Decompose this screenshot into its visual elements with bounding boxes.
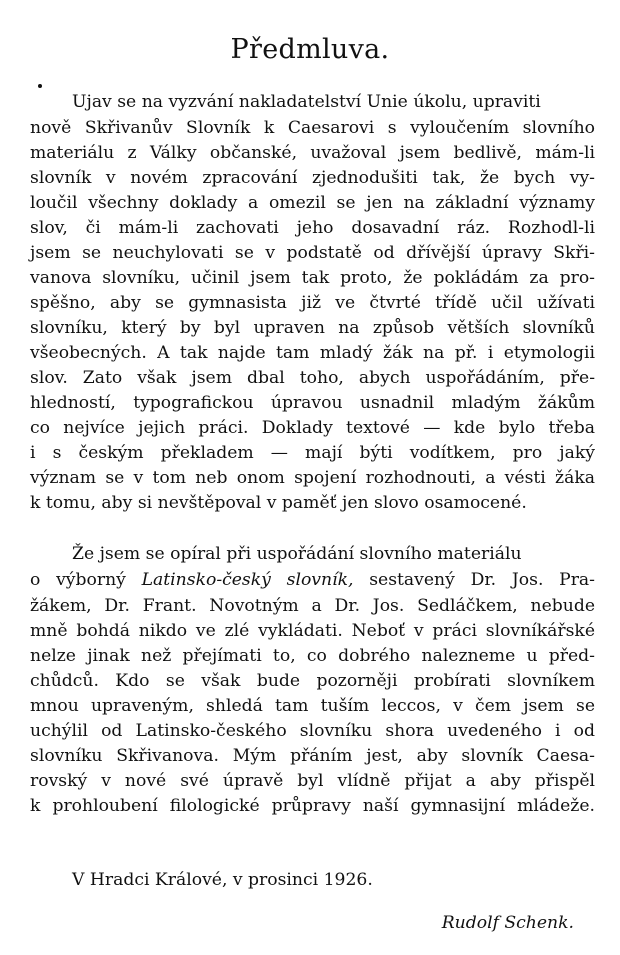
paragraph-line: rovský v nové své úpravě byl vlídně přijat a aby přispěl [30, 771, 595, 791]
paragraph-line: Že jsem se opíral při uspořádání slovního materiálu [72, 544, 522, 564]
paragraph-line: slovníku Skřivanova. Mým přáním jest, aby slovník Caesa- [30, 746, 595, 766]
paragraph-line: Ujav se na vyzvání nakladatelství Unie úkolu, upraviti [72, 92, 541, 112]
paragraph-line: nelze jinak než přejímati to, co dobrého nalezneme u před- [30, 646, 595, 666]
paragraph-line: uchýlil od Latinsko-českého slovníku shora uvedeného i od [30, 721, 595, 741]
place-date: V Hradci Králové, v prosinci 1926. [72, 870, 373, 890]
author-signature: Rudolf Schenk. [441, 913, 574, 933]
paragraph-line: vanova slovníku, učinil jsem tak proto, že pokládám za pro- [30, 268, 595, 288]
paragraph-line: mně bohdá nikdo ve zlé vykládati. Neboť v práci slovníkářské [30, 621, 595, 641]
paragraph-line: slovník v novém zpracování zjednodušiti tak, že bych vy- [30, 168, 595, 188]
paragraph-line: materiálu z Války občanské, uvažoval jsem bedlivě, mám-li [30, 143, 595, 163]
paragraph-line: slovníku, který by byl upraven na způsob větších slovníků [30, 318, 595, 338]
stray-dot-mark [38, 84, 42, 88]
page-title: Předmluva. [230, 34, 390, 65]
paragraph-line: jsem se neuchylovati se v podstatě od dřívější úpravy Skři- [30, 243, 595, 263]
italic-book-title: Latinsko-český slovník, [141, 570, 354, 590]
paragraph-line: slov. Zato však jsem dbal toho, abych uspořádáním, pře- [30, 368, 595, 388]
paragraph-line: hledností, typografickou úpravou usnadnil mladým žákům [30, 393, 595, 413]
paragraph-line: význam se v tom neb onom spojení rozhodnouti, a vésti žáka [30, 468, 595, 488]
paragraph-line: k prohloubení filologické průpravy naší gymnasijní mládeže. [30, 796, 595, 816]
paragraph-line: co nejvíce jejich práci. Doklady textové — kde bylo třeba [30, 418, 595, 438]
paragraph-line: slov, či mám-li zachovati jeho dosavadní ráz. Rozhodl-li [30, 218, 595, 238]
paragraph-line: loučil všechny doklady a omezil se jen na základní významy [30, 193, 595, 213]
paragraph-line: chůdců. Kdo se však bude pozorněji probírati slovníkem [30, 671, 595, 691]
paragraph-line: k tomu, aby si nevštěpoval v paměť jen slovo osamocené. [30, 493, 527, 513]
paragraph-line: i s českým překladem — mají býti vodítkem, pro jaký [30, 443, 595, 463]
paragraph-line: mnou upraveným, shledá tam tuším leccos, v čem jsem se [30, 696, 595, 716]
paragraph-line [30, 568, 595, 592]
paragraph-line: spěšno, aby se gymnasista již ve čtvrté třídě učil užívati [30, 293, 595, 313]
paragraph-line: nově Skřivanův Slovník k Caesarovi s vyloučením slovního [30, 118, 595, 138]
paragraph-line: žákem, Dr. Frant. Novotným a Dr. Jos. Sedláčkem, nebude [30, 596, 595, 616]
line-text: sestavený Dr. Jos. Pra- [353, 570, 595, 590]
paragraph-line: všeobecných. A tak najde tam mladý žák na př. i etymologii [30, 343, 595, 363]
line-text: o výborný [30, 570, 142, 590]
